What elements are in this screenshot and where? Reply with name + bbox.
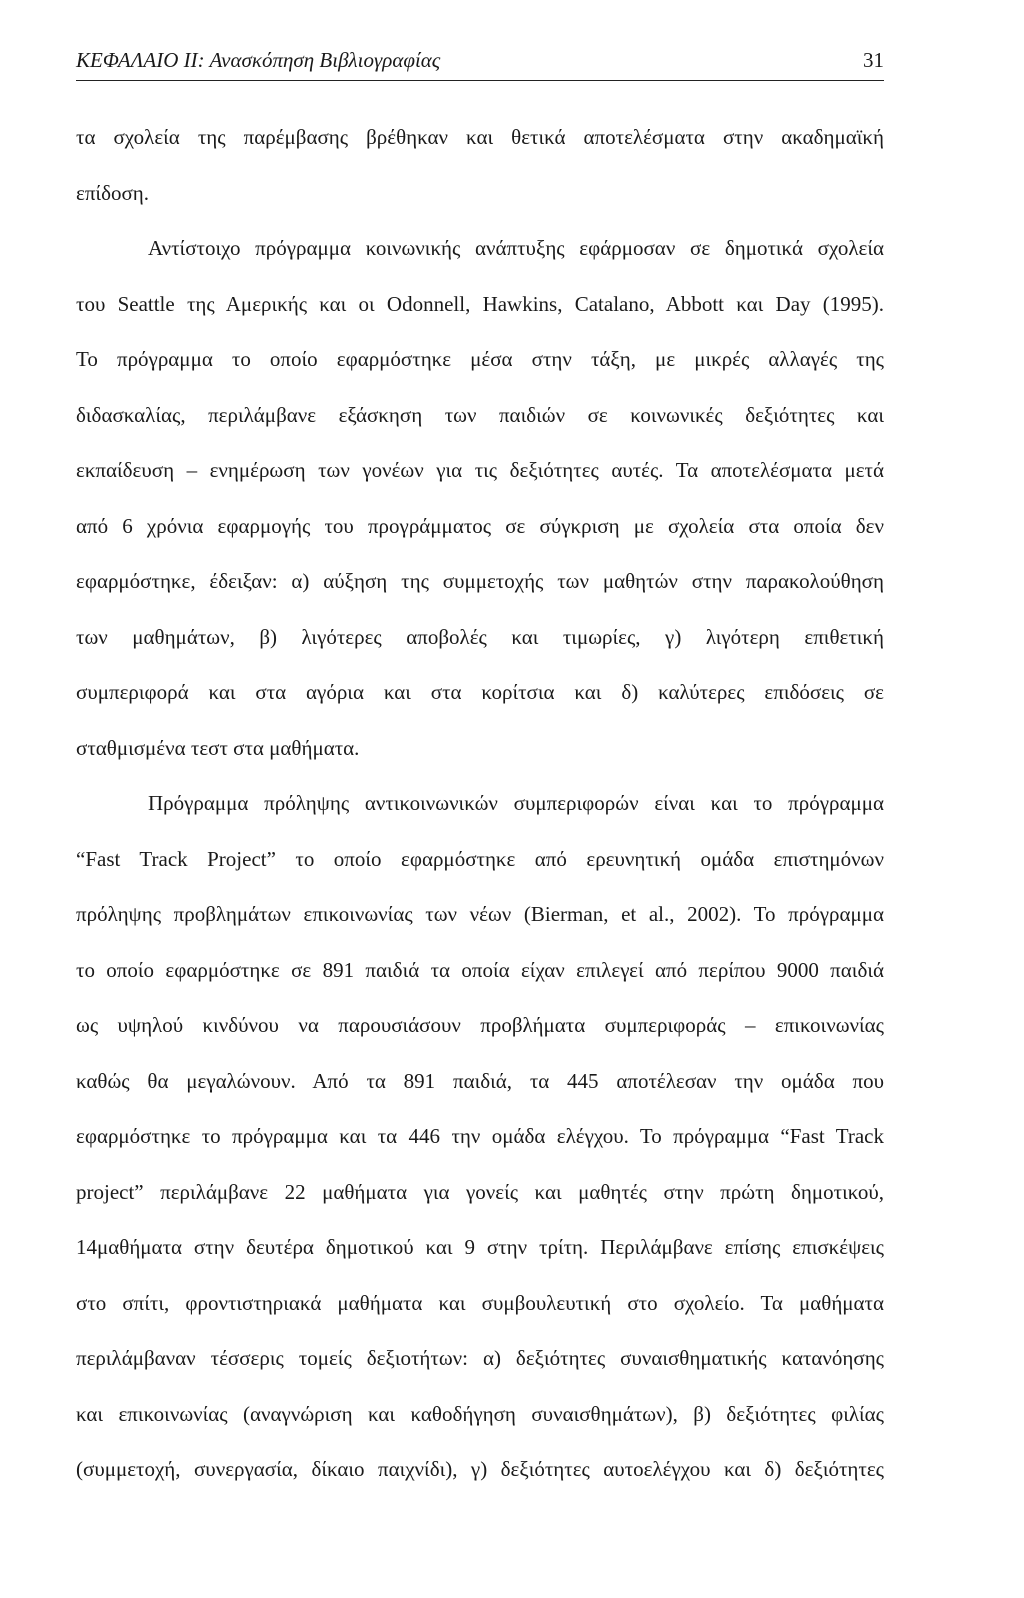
text-line: “Fast Track Project” το οποίο εφαρμόστηκε από ερευνητική ομάδα επιστημόνων — [76, 846, 884, 871]
body-text — [76, 110, 884, 1498]
text-line: διδασκαλίας, περιλάμβανε εξάσκηση των παιδιών σε κοινωνικές δεξιότητες και — [76, 402, 884, 427]
chapter-title: ΚΕΦΑΛΑΙΟ ΙΙ: Ανασκόπηση Βιβλιογραφίας — [76, 48, 441, 72]
text-line: από 6 χρόνια εφαρμογής του προγράμματος σε σύγκριση με σχολεία στα οποία δεν — [76, 513, 884, 538]
text-line: τα σχολεία της παρέμβασης βρέθηκαν και θετικά αποτελέσματα στην ακαδημαϊκή — [76, 125, 884, 149]
text-line: (συμμετοχή, συνεργασία, δίκαιο παιχνίδι), γ) δεξιότητες αυτοελέγχου και δ) δεξιότητες — [76, 1457, 884, 1481]
text-line: σταθμισμένα τεστ στα μαθήματα. — [76, 735, 360, 760]
text-line: των μαθημάτων, β) λιγότερες αποβολές και τιμωρίες, γ) λιγότερη επιθετική — [76, 624, 884, 649]
text-line: καθώς θα μεγαλώνουν. Από τα 891 παιδιά, τα 445 αποτέλεσαν την ομάδα που — [76, 1068, 884, 1093]
text-line: εφαρμόστηκε το πρόγραμμα και τα 446 την ομάδα ελέγχου. Το πρόγραμμα “Fast Track — [76, 1124, 884, 1148]
text-line: Αντίστοιχο πρόγραμμα κοινωνικής ανάπτυξης εφάρμοσαν σε δημοτικά σχολεία — [148, 236, 884, 260]
text-line: επίδοση. — [76, 180, 150, 205]
text-line: το οποίο εφαρμόστηκε σε 891 παιδιά τα οποία είχαν επιλεγεί από περίπου 9000 παιδιά — [76, 957, 884, 982]
text-line: συμπεριφορά και στα αγόρια και στα κορίτσια και δ) καλύτερες επιδόσεις σε — [76, 680, 884, 704]
text-line: περιλάμβαναν τέσσερις τομείς δεξιοτήτων: α) δεξιότητες συναισθηματικής κατανόησης — [76, 1346, 884, 1370]
text-line: στο σπίτι, φροντιστηριακά μαθήματα και συμβουλευτική στο σχολείο. Τα μαθήματα — [76, 1290, 884, 1315]
text-line: πρόληψης προβλημάτων επικοινωνίας των νέων (Bierman, et al., 2002). Το πρόγραμμα — [76, 902, 884, 926]
text-line: project” περιλάμβανε 22 μαθήματα για γονείς και μαθητές στην πρώτη δημοτικού, — [76, 1179, 884, 1204]
text-line: και επικοινωνίας (αναγνώριση και καθοδήγηση συναισθημάτων), β) δεξιότητες φιλίας — [76, 1401, 884, 1426]
page-number: 31 — [863, 48, 884, 72]
text-line: εφαρμόστηκε, έδειξαν: α) αύξηση της συμμετοχής των μαθητών στην παρακολούθηση — [76, 569, 884, 593]
text-line: του Seattle της Αμερικής και οι Odonnell, Hawkins, Catalano, Abbott και Day (1995). — [76, 291, 884, 316]
text-line: 14μαθήματα στην δευτέρα δημοτικού και 9 στην τρίτη. Περιλάμβανε επίσης επισκέψεις — [76, 1235, 884, 1259]
text-line: Το πρόγραμμα το οποίο εφαρμόστηκε μέσα στην τάξη, με μικρές αλλαγές της — [76, 347, 884, 371]
text-line: ως υψηλού κινδύνου να παρουσιάσουν προβλήματα συμπεριφοράς – επικοινωνίας — [76, 1013, 884, 1037]
text-line: εκπαίδευση – ενημέρωση των γονέων για τις δεξιότητες αυτές. Τα αποτελέσματα μετά — [76, 458, 884, 482]
text-line: Πρόγραμμα πρόληψης αντικοινωνικών συμπεριφορών είναι και το πρόγραμμα — [148, 791, 884, 815]
running-header — [76, 46, 884, 81]
